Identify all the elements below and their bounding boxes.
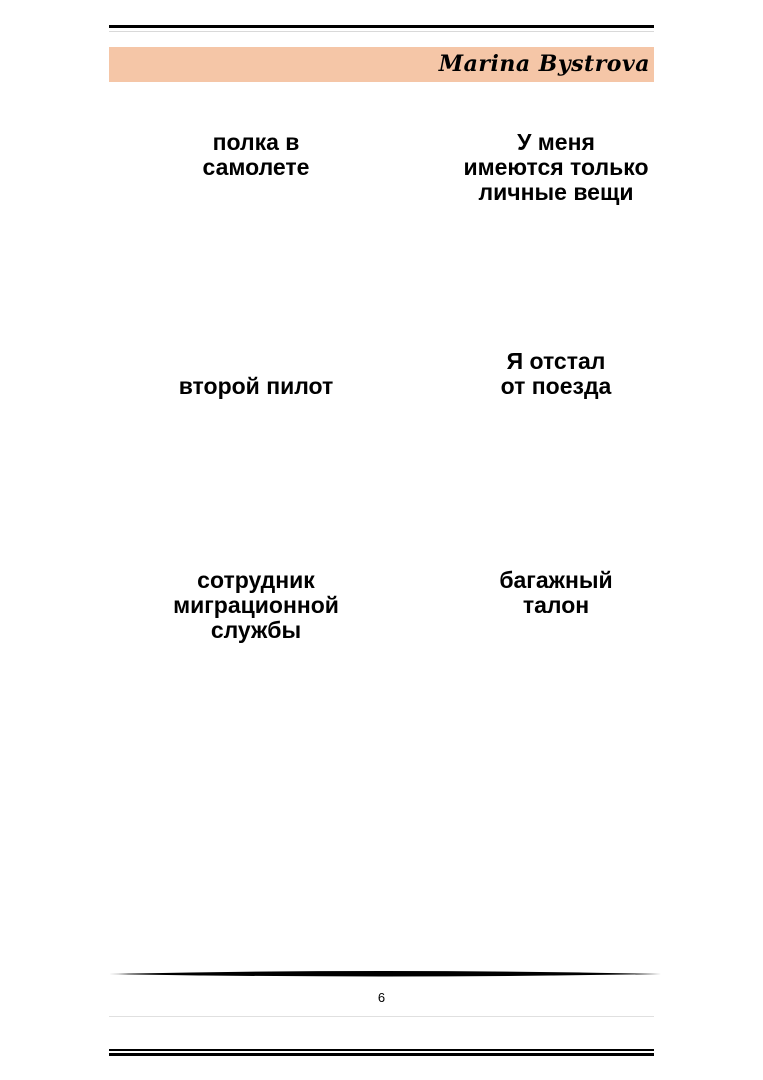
phrase-card-baggage-tag — [436, 568, 676, 618]
phrase-line: миграционной — [173, 592, 339, 618]
phrase-line: самолете — [202, 154, 310, 180]
phrase-line: службы — [210, 617, 302, 643]
phrase-card-co-pilot — [136, 374, 376, 399]
footer-swash-divider — [109, 968, 661, 980]
phrase-card-missed-train — [436, 349, 676, 399]
phrase-line: Я отстал — [506, 348, 606, 374]
phrase-line: полка в — [212, 129, 300, 155]
phrase-line: сотрудник — [197, 567, 315, 593]
header-rule-thin — [109, 31, 654, 32]
page-number: 6 — [377, 990, 386, 1005]
phrase-card-migration-officer — [136, 568, 376, 643]
phrase-line: имеются только — [463, 154, 649, 180]
header-band — [109, 47, 654, 82]
footer-rule-thin — [109, 1016, 654, 1017]
footer-rule-thick-lower — [109, 1053, 654, 1056]
phrase-line: от поезда — [500, 373, 612, 399]
phrase-card-plane-shelf — [136, 130, 376, 180]
phrase-card-personal-items — [436, 130, 676, 205]
phrase-line: личные вещи — [478, 179, 634, 205]
phrase-line: багажный — [499, 567, 613, 593]
phrase-line: У меня — [517, 129, 595, 155]
footer-rule-thick-upper — [109, 1049, 654, 1051]
header-rule-thick — [109, 25, 654, 28]
phrase-line: второй пилот — [178, 373, 334, 399]
author-name: Marina Bystrova — [438, 51, 650, 77]
phrase-line: талон — [522, 592, 590, 618]
